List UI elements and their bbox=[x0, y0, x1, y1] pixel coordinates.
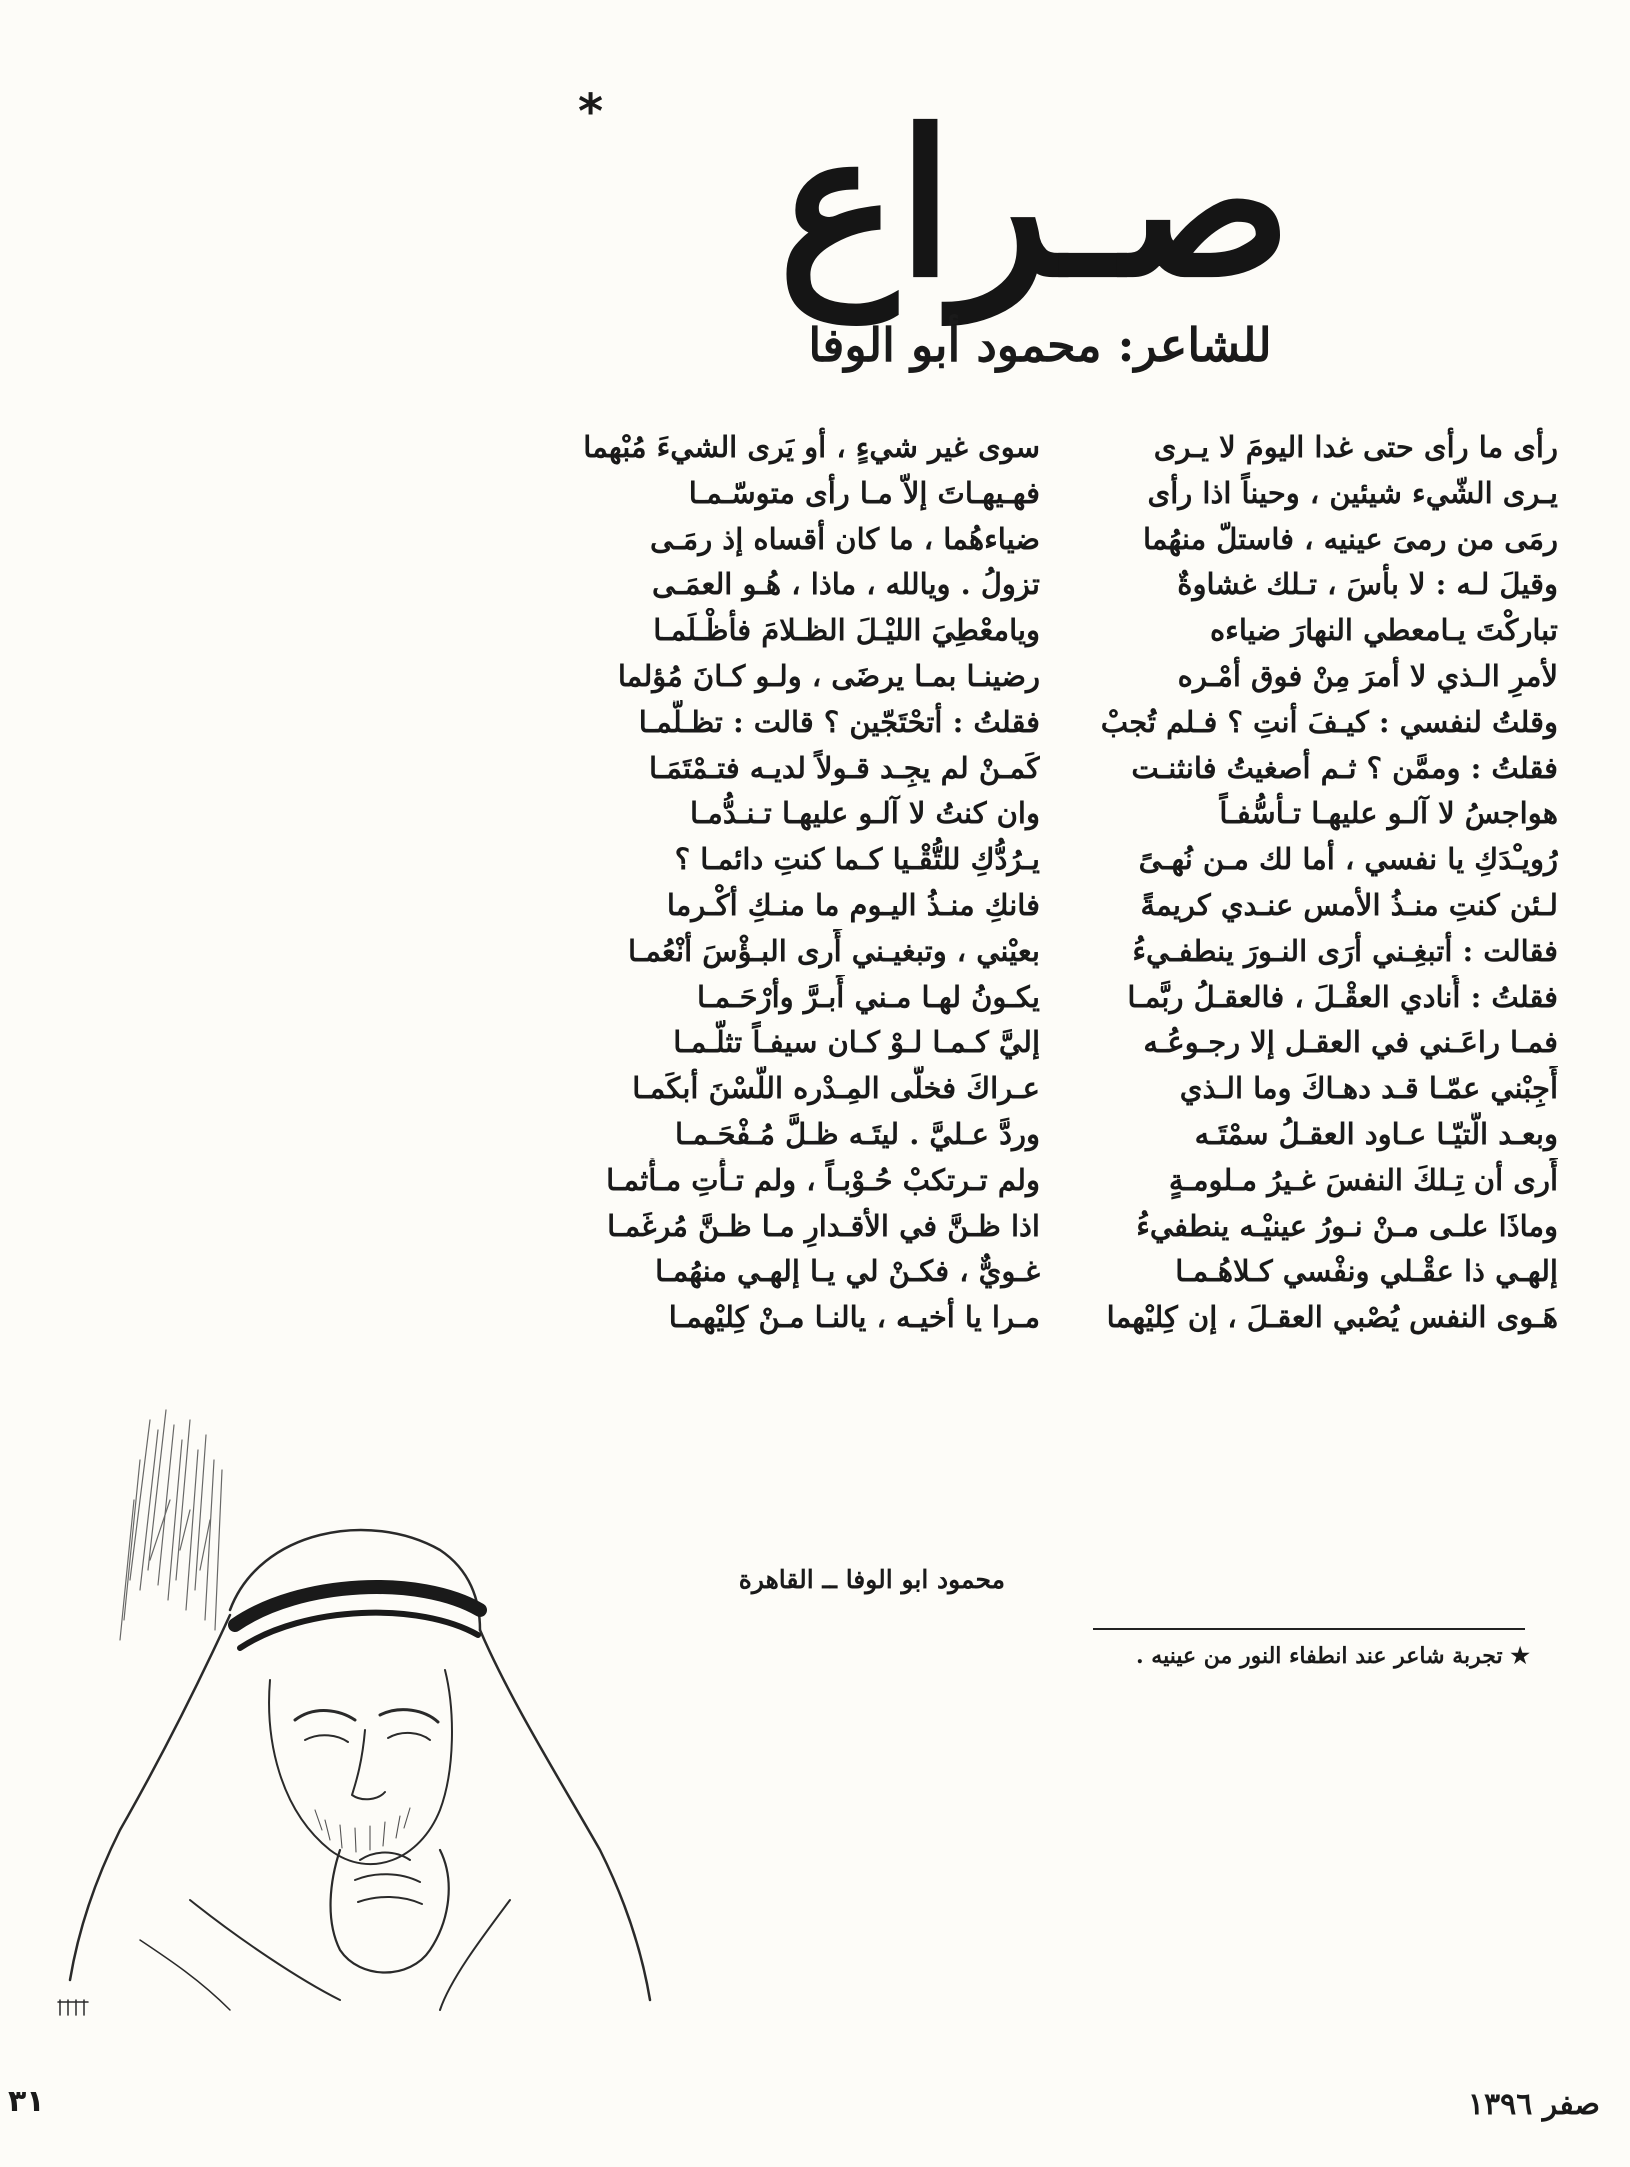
poem-title: صـراع bbox=[778, 87, 1292, 322]
poem-line: اذا ظـنَّ في الأقـدارِ مـا ظـنَّ مُرغَمـا bbox=[607, 1208, 1040, 1243]
poem-line: تباركْتَ يـامعطي النهارَ ضياءه bbox=[1209, 613, 1558, 648]
page-number: ٣١ bbox=[8, 2084, 45, 2119]
poem-line: رمَى من رمىَ عينيه ، فاستلّ منهُما bbox=[1142, 521, 1558, 556]
poem-line: فقالت : أتبغِـني أرَى النـورَ ينطفـيءُ bbox=[1132, 933, 1558, 968]
footnote: ★ تجربة شاعر عند انطفاء النور من عينيه . bbox=[1135, 1643, 1530, 1669]
poem-line: ولم تـرتكبْ حُـوْبـاً ، ولم تـأْتِ مـأْثمـا bbox=[606, 1162, 1040, 1197]
poem-line: وماذَا علـى مـنْ نـورُ عينيْـه ينطفيءُ bbox=[1136, 1208, 1558, 1243]
poem-line: أَرى أن تِـلكَ النفسَ غـيرُ مـلومـةٍ bbox=[1168, 1162, 1558, 1197]
poem-line: مـرا يا أخيـه ، يالنـا مـنْ كِليْهمـا bbox=[668, 1300, 1040, 1335]
poem-line: سوى غير شيءٍ ، أو يَرى الشيءَ مُبْهما bbox=[583, 430, 1040, 464]
poem-line: هواجسُ لا آلـو عليهـا تـأسُّفـاً bbox=[1219, 796, 1558, 831]
poem-line: غـويٌّ ، فكـنْ لي يـا إلهـي منهُمـا bbox=[655, 1254, 1040, 1289]
poem-line: لأمرِ الـذي لا أمرَ مِنْ فوق أمْـره bbox=[1177, 658, 1558, 693]
poem-line: كَمـنْ لم يجِـد قـولاً لديـه فتـمْتَمَـا bbox=[648, 750, 1040, 785]
poem-line: وقيلَ لـه : لا بأسَ ، تـلك غشاوةٌ bbox=[1177, 567, 1558, 602]
footnote-divider bbox=[1093, 1628, 1525, 1630]
title-footnote-marker: * bbox=[578, 84, 604, 140]
poem-line: يكـونُ لهـا مـني أَبـرَّ وأرْحَـمـا bbox=[697, 979, 1040, 1014]
poem-line: وان كنتُ لا آلـو عليهـا تـنـدُّمـا bbox=[689, 796, 1040, 831]
poem-line: إلهـي ذا عقْـلي ونفْسي كـلاهُـمـا bbox=[1175, 1254, 1558, 1289]
poem-line: فهـيهـاتَ إلاّ مـا رأى متوسّـمـا bbox=[688, 475, 1040, 510]
poem-line: رُويـْدَكِ يا نفسي ، أما لك مـن نُهـىً bbox=[1138, 842, 1558, 877]
poem-column-right bbox=[1078, 425, 1558, 1341]
poem-column-left bbox=[560, 425, 1040, 1341]
poem-line: لـئن كنتِ منـذُ الأمس عنـدي كريمةً bbox=[1140, 887, 1558, 922]
poem-line: أَجِبْني عمّـا قـد دهـاكَ وما الـذي bbox=[1179, 1071, 1558, 1106]
poem-line: وبعـد الَّتيّـا عـاود العقـلُ سمْتَـه bbox=[1194, 1116, 1558, 1151]
poem-line: هَـوى النفس يُصْبي العقـلَ ، إن كِليْهما bbox=[1106, 1300, 1558, 1335]
poem-line: رأى ما رأى حتى غدا اليومَ لا يـرى bbox=[1153, 430, 1558, 464]
poem-line: وردَّ عـليَّ . ليتَـه ظـلَّ مُـفْحَـمـا bbox=[674, 1116, 1040, 1151]
poet-portrait-illustration bbox=[40, 1380, 660, 2020]
poem-line: بعيْني ، وتبغيـني أَرى البـؤْسَ أنْعُمـا bbox=[627, 933, 1040, 968]
poem-line: فانكِ منـذُ اليـوم ما منـكِ أكْـرما bbox=[666, 887, 1040, 922]
poem-line: فقلتُ : أتحْتَجّين ؟ قالت : تظـلُّمـا bbox=[638, 704, 1040, 739]
poem-line: تزولُ . ويالله ، ماذا ، هُـو العمَـى bbox=[652, 567, 1040, 602]
poem-line: فمـا راعَـني في العقـل إلا رجـوعُـه bbox=[1143, 1025, 1558, 1060]
issue-date: صفر ١٣٩٦ bbox=[1467, 2087, 1600, 2122]
poem-line: عـراكَ فخلَّى المِـدْره اللّسْنَ أبكَمـا bbox=[632, 1071, 1040, 1106]
poem-line: يـرى الشّيء شيئين ، وحيناً اذا رأى bbox=[1147, 475, 1558, 510]
poem-line: فقلتُ : وممَّن ؟ ثـم أصغيتُ فانثنـت bbox=[1131, 750, 1558, 785]
poet-signature: محمود ابو الوفا ــ القاهرة bbox=[738, 1565, 1005, 1594]
poem-line: ويامعْطِيَ الليْـلَ الظـلامَ فأظْـلَمـا bbox=[653, 613, 1040, 648]
poem-line: ضياءهُما ، ما كان أقساه إذ رمَـى bbox=[650, 521, 1040, 556]
poem-line: وقلتُ لنفسي : كيـفَ أنتِ ؟ فـلم تُجبْ bbox=[1100, 704, 1558, 739]
poem-line: رضينـا بمـا يرضَى ، ولـو كـانَ مُؤلما bbox=[617, 658, 1040, 693]
poem-line: فقلتُ : أُنادي العقْـلَ ، فالعقـلُ ربَّمـا bbox=[1127, 979, 1558, 1014]
poet-byline: للشاعر: محمود أبو الوفا bbox=[808, 318, 1272, 372]
poem-line: إليَّ كـمـا لـوْ كـان سيفـاً تثلّـمـا bbox=[673, 1025, 1040, 1060]
poem-line: يـرُدُّكِ للتُّقْـيا كـما كنتِ دائمـا ؟ bbox=[674, 842, 1040, 877]
